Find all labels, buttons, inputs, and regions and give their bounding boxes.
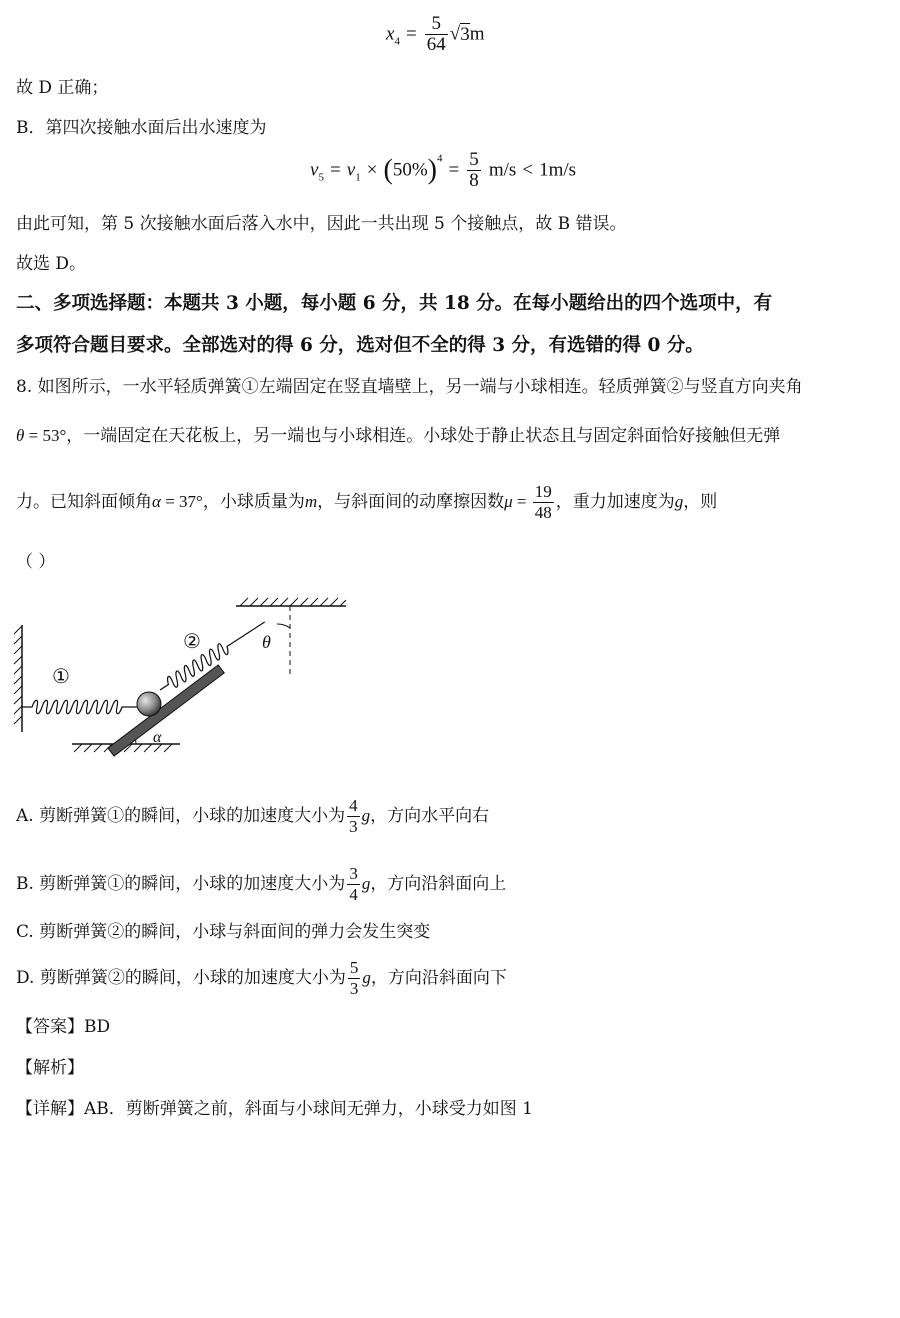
analysis-line: 【解析】: [16, 1058, 84, 1078]
detail-line: 【详解】AB．剪断弹簧之前，斜面与小球间无弹力，小球受力如图 1: [16, 1099, 533, 1119]
q8-line2: [16, 424, 780, 448]
q8-line3-d: ，重力加速度为: [555, 492, 675, 512]
ball: [137, 692, 161, 716]
section-title-line2: 多项符合题目要求。全部选对的得 6 分，选对但不全的得 3 分，有选错的得 0 分。: [16, 335, 704, 356]
v5-times: ×: [366, 159, 378, 181]
spring-2-label: ②: [183, 629, 201, 653]
line-d-correct: 故 D 正确；: [16, 78, 109, 98]
theta-symbol: θ: [16, 426, 25, 445]
option-c[interactable]: C. 剪断弹簧②的瞬间，小球与斜面间的弹力会发生突变: [16, 922, 431, 942]
alpha-label: α: [153, 729, 162, 746]
v5-fraction: [467, 150, 481, 191]
alpha-symbol: α: [152, 492, 161, 511]
option-a-num: 4: [349, 796, 358, 815]
spring-figure: [0, 590, 360, 770]
option-b-pre: B. 剪断弹簧①的瞬间，小球的加速度大小为: [16, 874, 346, 894]
v5-den: 8: [469, 170, 479, 191]
spring-1: [22, 700, 138, 714]
theta-arc: [277, 624, 290, 628]
q8-line2-text: ，一端固定在天花板上，另一端也与小球相连。小球处于静止状态且与固定斜面恰好接触但无弹: [66, 426, 781, 446]
option-d-den: 3: [349, 979, 359, 998]
q8-line3-a: 力。已知斜面倾角: [16, 492, 152, 512]
option-b-g: g: [361, 874, 371, 893]
x4-sub: 4: [394, 35, 400, 48]
mu-num: 19: [534, 482, 552, 501]
x4-den: 64: [426, 34, 446, 55]
spring-2: [156, 616, 268, 695]
x4-num: 5: [425, 14, 448, 35]
option-d[interactable]: [16, 958, 507, 999]
option-a-den: 3: [349, 817, 358, 836]
x4-radicand: 3: [460, 23, 470, 45]
v5-eq1: =: [329, 159, 341, 181]
ceiling-hatching: [240, 598, 346, 606]
line-conclusion: 由此可知，第 5 次接触水面后落入水中，因此一共出现 5 个接触点，故 B 错误。: [16, 214, 627, 234]
v5-var: v: [310, 159, 319, 181]
q8-line3-c: ，与斜面间的动摩擦因数: [317, 492, 505, 512]
option-d-fraction: [348, 958, 361, 999]
theta-label: θ: [262, 632, 271, 652]
v5-unit: m/s: [488, 159, 517, 181]
g-symbol: g: [674, 492, 684, 511]
equation-v5: [310, 150, 576, 191]
v5-rparen: ): [427, 154, 437, 186]
v5-percent: 50%: [392, 159, 428, 181]
x4-var: x: [386, 23, 395, 45]
option-b[interactable]: [16, 864, 506, 905]
option-a-post: ，方向水平向右: [370, 806, 490, 826]
option-a-pre: A. 剪断弹簧①的瞬间，小球的加速度大小为: [16, 806, 346, 826]
alpha-value: = 37°: [160, 492, 203, 511]
v5-sub: 5: [318, 171, 324, 184]
x4-eq: =: [405, 23, 417, 45]
option-b-fraction: [347, 864, 360, 905]
v5-eq2: =: [448, 159, 460, 181]
equation-x4: [386, 14, 484, 55]
incline-plank: [108, 665, 224, 756]
option-a-g: g: [361, 806, 371, 825]
option-a[interactable]: [16, 796, 489, 837]
x4-radical: √: [449, 23, 461, 45]
option-b-post: ，方向沿斜面向上: [370, 874, 507, 894]
v5-power: 4: [436, 152, 443, 165]
spring-1-label: ①: [52, 664, 70, 688]
q8-line3: [16, 478, 717, 526]
mu-den: 48: [534, 503, 552, 522]
mu-fraction: [533, 482, 554, 523]
option-b-den: 4: [349, 885, 358, 904]
v1-var: v: [346, 159, 356, 181]
q8-line1: 8. 如图所示，一水平轻质弹簧①左端固定在竖直墙壁上，另一端与小球相连。轻质弹簧②与竖直方向夹角: [16, 377, 803, 397]
mass-symbol: m: [304, 492, 318, 511]
option-d-g: g: [362, 968, 371, 987]
section-title-line1: 二、多项选择题：本题共 3 小题，每小题 6 分，共 18 分。在每小题给出的四个选项中，有: [16, 293, 773, 314]
v5-lparen: (: [383, 154, 393, 186]
x4-unit: m: [469, 23, 485, 45]
option-d-pre: D. 剪断弹簧②的瞬间，小球的加速度大小为: [16, 968, 346, 988]
mu-symbol: μ: [504, 492, 513, 511]
option-d-num: 5: [349, 958, 359, 977]
option-b-num: 3: [349, 864, 358, 883]
option-d-post: ，方向沿斜面向下: [370, 968, 507, 988]
v5-lt: <: [522, 159, 534, 181]
line-b-intro: B．第四次接触水面后出水速度为: [16, 118, 267, 138]
theta-value: = 53°: [24, 426, 67, 445]
x4-fraction: [425, 14, 448, 55]
wall-hatching: [14, 626, 22, 724]
option-a-fraction: [347, 796, 360, 837]
v1-sub: 1: [355, 171, 361, 184]
v5-rhs: 1m/s: [539, 159, 577, 181]
line-choose: 故选 D。: [16, 254, 87, 274]
q8-line3-b: ，小球质量为: [202, 492, 305, 512]
mu-eq: =: [512, 492, 531, 511]
v5-num: 5: [469, 149, 479, 170]
answer-line: 【答案】BD: [16, 1017, 111, 1037]
q8-blank: （ ）: [16, 552, 56, 572]
q8-line3-e: ，则: [683, 492, 718, 512]
